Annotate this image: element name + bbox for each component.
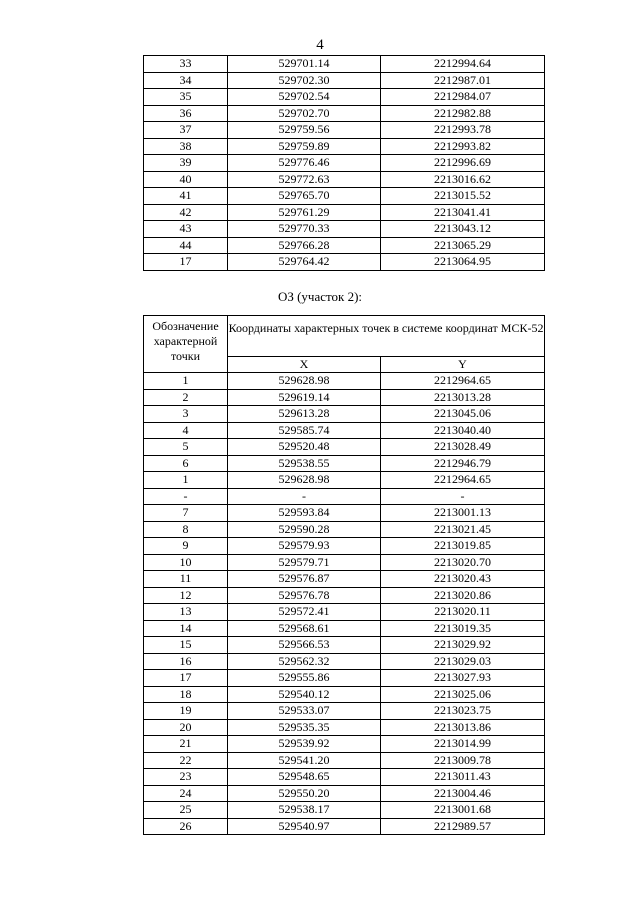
cell-point: 17 <box>144 254 228 271</box>
cell-y: 2212964.65 <box>381 472 545 489</box>
cell-point: 44 <box>144 237 228 254</box>
header-coordinates: Координаты характерных точек в системе координат МСК-52 <box>228 316 545 357</box>
table-row <box>144 188 545 205</box>
table-row <box>144 637 545 654</box>
cell-y: 2213019.35 <box>381 620 545 637</box>
cell-x: - <box>228 488 381 505</box>
cell-point: 24 <box>144 785 228 802</box>
cell-x: 529535.35 <box>228 719 381 736</box>
table-row <box>144 237 545 254</box>
cell-x: 529568.61 <box>228 620 381 637</box>
cell-point: 16 <box>144 653 228 670</box>
table-row <box>144 521 545 538</box>
coordinates-table-plot-2 <box>143 315 545 835</box>
table-row <box>144 670 545 687</box>
cell-y: 2213015.52 <box>381 188 545 205</box>
cell-x: 529628.98 <box>228 472 381 489</box>
cell-y: 2213021.45 <box>381 521 545 538</box>
cell-x: 529541.20 <box>228 752 381 769</box>
cell-x: 529548.65 <box>228 769 381 786</box>
cell-y: 2212987.01 <box>381 72 545 89</box>
table-row <box>144 155 545 172</box>
cell-x: 529520.48 <box>228 439 381 456</box>
cell-point: 3 <box>144 406 228 423</box>
table-row <box>144 818 545 835</box>
section-caption: ОЗ (участок 2): <box>277 289 363 304</box>
cell-point: 25 <box>144 802 228 819</box>
table-row <box>144 89 545 106</box>
table-row <box>144 686 545 703</box>
cell-y: - <box>381 488 545 505</box>
cell-point: 34 <box>144 72 228 89</box>
cell-point: 4 <box>144 422 228 439</box>
cell-point: 43 <box>144 221 228 238</box>
table-row <box>144 422 545 439</box>
cell-y: 2213041.41 <box>381 204 545 221</box>
cell-x: 529562.32 <box>228 653 381 670</box>
table-row <box>144 488 545 505</box>
cell-point: 20 <box>144 719 228 736</box>
table-row <box>144 105 545 122</box>
table-row <box>144 538 545 555</box>
cell-x: 529540.97 <box>228 818 381 835</box>
cell-y: 2212946.79 <box>381 455 545 472</box>
cell-point: 22 <box>144 752 228 769</box>
cell-y: 2212984.07 <box>381 89 545 106</box>
table-row <box>144 138 545 155</box>
table-row <box>144 406 545 423</box>
cell-point: 10 <box>144 554 228 571</box>
cell-y: 2213020.43 <box>381 571 545 588</box>
cell-y: 2212996.69 <box>381 155 545 172</box>
cell-point: 33 <box>144 56 228 73</box>
header-y: Y <box>381 357 545 373</box>
cell-y: 2213045.06 <box>381 406 545 423</box>
table-row <box>144 785 545 802</box>
cell-point: 12 <box>144 587 228 604</box>
cell-point: 26 <box>144 818 228 835</box>
cell-x: 529702.54 <box>228 89 381 106</box>
table-row <box>144 72 545 89</box>
header-point-designation: Обозначение характерной точки <box>144 316 228 373</box>
cell-x: 529766.28 <box>228 237 381 254</box>
cell-x: 529759.89 <box>228 138 381 155</box>
cell-x: 529772.63 <box>228 171 381 188</box>
cell-point: 42 <box>144 204 228 221</box>
cell-y: 2213040.40 <box>381 422 545 439</box>
table-row <box>144 769 545 786</box>
cell-x: 529550.20 <box>228 785 381 802</box>
coordinates-table-continued <box>143 55 545 271</box>
cell-x: 529579.71 <box>228 554 381 571</box>
cell-y: 2212964.65 <box>381 373 545 390</box>
cell-point: 9 <box>144 538 228 555</box>
table-row <box>144 719 545 736</box>
cell-x: 529702.30 <box>228 72 381 89</box>
table-row <box>144 554 545 571</box>
cell-point: 1 <box>144 373 228 390</box>
cell-point: 2 <box>144 389 228 406</box>
cell-y: 2213001.13 <box>381 505 545 522</box>
cell-x: 529590.28 <box>228 521 381 538</box>
cell-y: 2213028.49 <box>381 439 545 456</box>
cell-x: 529533.07 <box>228 703 381 720</box>
cell-point: 14 <box>144 620 228 637</box>
cell-x: 529576.78 <box>228 587 381 604</box>
cell-x: 529628.98 <box>228 373 381 390</box>
cell-x: 529593.84 <box>228 505 381 522</box>
table-row <box>144 56 545 73</box>
cell-point: 1 <box>144 472 228 489</box>
cell-point: 21 <box>144 736 228 753</box>
table-row <box>144 389 545 406</box>
cell-x: 529765.70 <box>228 188 381 205</box>
cell-point: 39 <box>144 155 228 172</box>
cell-y: 2213014.99 <box>381 736 545 753</box>
table-body <box>144 373 545 835</box>
cell-x: 529540.12 <box>228 686 381 703</box>
cell-x: 529702.70 <box>228 105 381 122</box>
cell-point: - <box>144 488 228 505</box>
cell-y: 2213065.29 <box>381 237 545 254</box>
cell-y: 2212982.88 <box>381 105 545 122</box>
cell-y: 2213013.86 <box>381 719 545 736</box>
table-row <box>144 802 545 819</box>
cell-y: 2213027.93 <box>381 670 545 687</box>
cell-point: 6 <box>144 455 228 472</box>
cell-x: 529555.86 <box>228 670 381 687</box>
cell-y: 2212989.57 <box>381 818 545 835</box>
cell-y: 2213001.68 <box>381 802 545 819</box>
cell-y: 2213029.03 <box>381 653 545 670</box>
cell-y: 2213029.92 <box>381 637 545 654</box>
table-row <box>144 653 545 670</box>
table-row <box>144 254 545 271</box>
cell-y: 2212994.64 <box>381 56 545 73</box>
cell-x: 529585.74 <box>228 422 381 439</box>
cell-y: 2213011.43 <box>381 769 545 786</box>
cell-point: 37 <box>144 122 228 139</box>
cell-point: 15 <box>144 637 228 654</box>
cell-x: 529572.41 <box>228 604 381 621</box>
cell-x: 529701.14 <box>228 56 381 73</box>
table-body <box>144 56 545 271</box>
cell-point: 17 <box>144 670 228 687</box>
table-row <box>144 439 545 456</box>
cell-y: 2213004.46 <box>381 785 545 802</box>
cell-y: 2213009.78 <box>381 752 545 769</box>
cell-y: 2213020.11 <box>381 604 545 621</box>
cell-x: 529538.55 <box>228 455 381 472</box>
cell-y: 2212993.82 <box>381 138 545 155</box>
cell-point: 7 <box>144 505 228 522</box>
cell-point: 35 <box>144 89 228 106</box>
cell-point: 19 <box>144 703 228 720</box>
cell-x: 529761.29 <box>228 204 381 221</box>
table-row <box>144 122 545 139</box>
table-row <box>144 221 545 238</box>
cell-y: 2213064.95 <box>381 254 545 271</box>
header-row <box>144 316 545 357</box>
table-row <box>144 571 545 588</box>
cell-point: 13 <box>144 604 228 621</box>
cell-x: 529538.17 <box>228 802 381 819</box>
cell-point: 23 <box>144 769 228 786</box>
table-row <box>144 505 545 522</box>
table-row <box>144 587 545 604</box>
table-row <box>144 620 545 637</box>
cell-point: 11 <box>144 571 228 588</box>
table-row <box>144 171 545 188</box>
cell-point: 8 <box>144 521 228 538</box>
cell-x: 529613.28 <box>228 406 381 423</box>
cell-x: 529576.87 <box>228 571 381 588</box>
cell-y: 2213025.06 <box>381 686 545 703</box>
cell-x: 529764.42 <box>228 254 381 271</box>
cell-x: 529579.93 <box>228 538 381 555</box>
cell-x: 529539.92 <box>228 736 381 753</box>
cell-point: 40 <box>144 171 228 188</box>
cell-y: 2213019.85 <box>381 538 545 555</box>
cell-y: 2213013.28 <box>381 389 545 406</box>
cell-x: 529776.46 <box>228 155 381 172</box>
table-row <box>144 455 545 472</box>
table-row <box>144 736 545 753</box>
table-row <box>144 204 545 221</box>
table-row <box>144 752 545 769</box>
cell-y: 2213023.75 <box>381 703 545 720</box>
page-number: 4 <box>316 37 324 53</box>
cell-point: 5 <box>144 439 228 456</box>
cell-y: 2212993.78 <box>381 122 545 139</box>
cell-y: 2213043.12 <box>381 221 545 238</box>
header-x: X <box>228 357 381 373</box>
cell-x: 529770.33 <box>228 221 381 238</box>
cell-x: 529566.53 <box>228 637 381 654</box>
cell-x: 529619.14 <box>228 389 381 406</box>
cell-y: 2213016.62 <box>381 171 545 188</box>
cell-y: 2213020.70 <box>381 554 545 571</box>
table-row <box>144 373 545 390</box>
cell-point: 41 <box>144 188 228 205</box>
cell-point: 18 <box>144 686 228 703</box>
cell-y: 2213020.86 <box>381 587 545 604</box>
table-row <box>144 472 545 489</box>
table-row <box>144 703 545 720</box>
cell-x: 529759.56 <box>228 122 381 139</box>
cell-point: 36 <box>144 105 228 122</box>
cell-point: 38 <box>144 138 228 155</box>
table-row <box>144 604 545 621</box>
table-header <box>144 316 545 373</box>
